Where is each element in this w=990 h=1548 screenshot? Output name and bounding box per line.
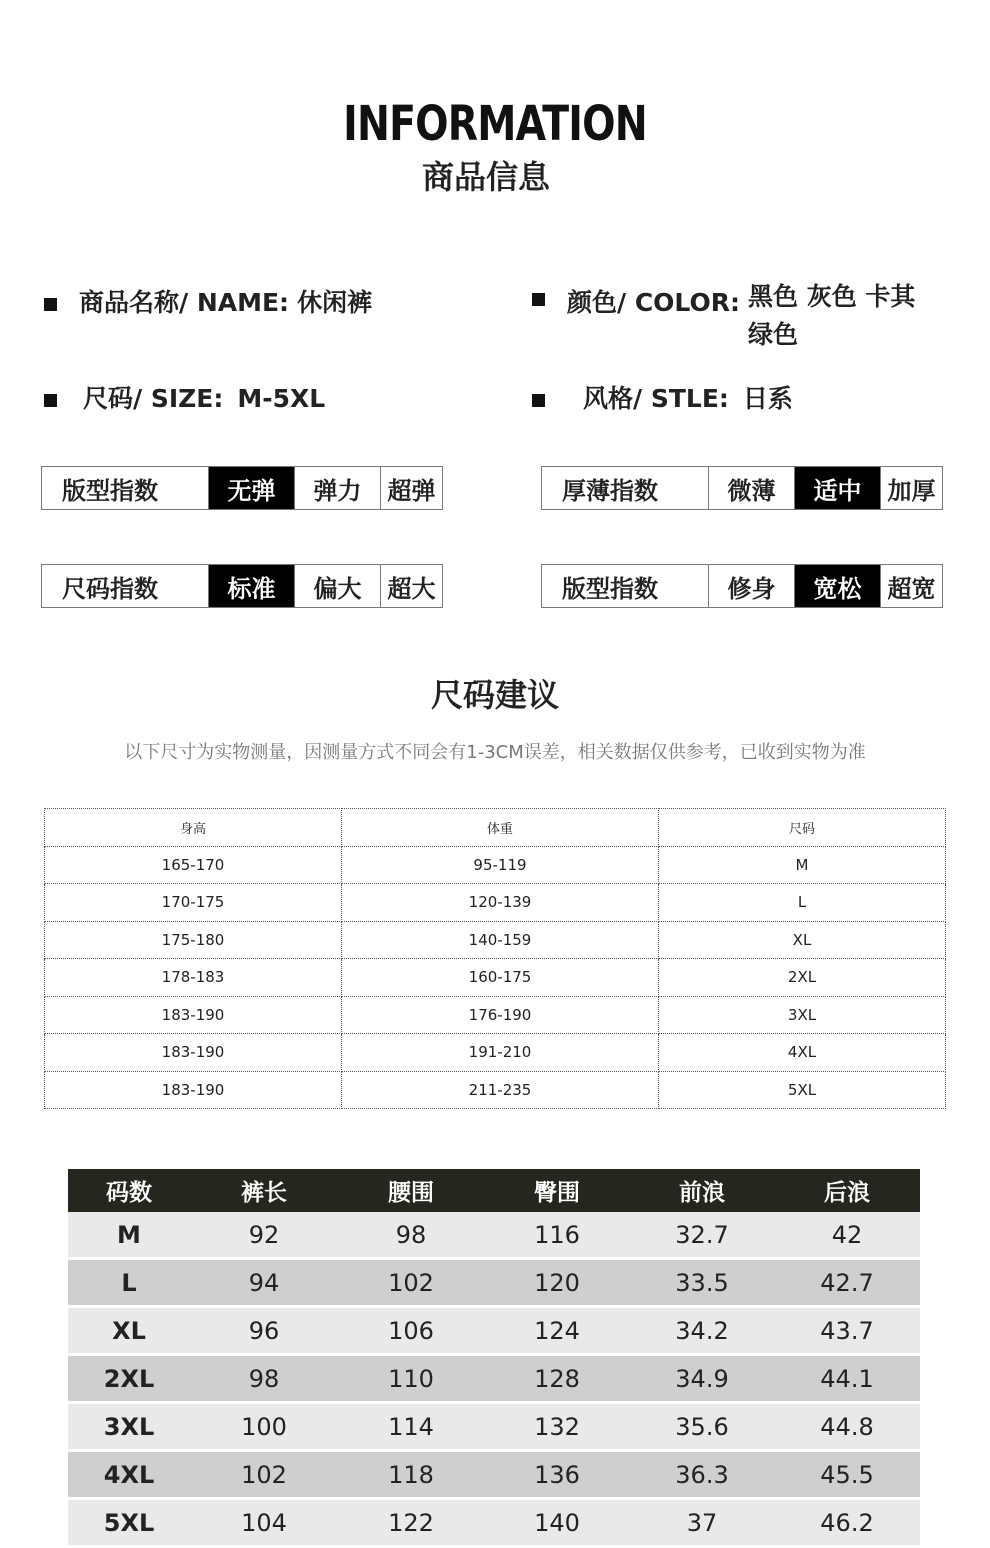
table-cell: 4XL bbox=[68, 1452, 190, 1500]
index-option: 偏大 bbox=[294, 565, 380, 607]
table-cell: 140-159 bbox=[342, 921, 659, 959]
table-cell: 3XL bbox=[659, 996, 946, 1034]
table-cell: 45.5 bbox=[774, 1452, 920, 1500]
table-header-row bbox=[45, 809, 946, 847]
table-header-cell: 体重 bbox=[342, 809, 659, 847]
table-cell: 4XL bbox=[659, 1034, 946, 1072]
info-name bbox=[44, 283, 372, 319]
index-label: 版型指数 bbox=[562, 574, 658, 603]
index-stretch bbox=[41, 466, 443, 510]
index-option: 弹力 bbox=[294, 467, 380, 509]
table-row bbox=[45, 959, 946, 997]
square-bullet-icon bbox=[44, 394, 57, 407]
table-cell: 33.5 bbox=[630, 1260, 774, 1308]
index-option: 宽松 bbox=[794, 565, 880, 607]
index-option: 修身 bbox=[708, 565, 794, 607]
table-row bbox=[68, 1212, 920, 1260]
index-label: 厚薄指数 bbox=[562, 476, 658, 505]
table-cell: 34.9 bbox=[630, 1356, 774, 1404]
index-option: 标准 bbox=[208, 565, 294, 607]
table-cell: 118 bbox=[338, 1452, 484, 1500]
recommend-title: 尺码建议 bbox=[430, 676, 559, 714]
table-row bbox=[45, 846, 946, 884]
table-header-cell: 前浪 bbox=[630, 1169, 774, 1212]
table-cell: L bbox=[659, 884, 946, 922]
table-cell: 46.2 bbox=[774, 1500, 920, 1548]
table-cell: 96 bbox=[190, 1308, 338, 1356]
table-cell: 37 bbox=[630, 1500, 774, 1548]
info-style-value: 日系 bbox=[742, 384, 793, 413]
table-header-cell: 臀围 bbox=[484, 1169, 630, 1212]
table-cell: 98 bbox=[338, 1212, 484, 1260]
table-cell: 34.2 bbox=[630, 1308, 774, 1356]
table-cell: 102 bbox=[190, 1452, 338, 1500]
index-sizing bbox=[41, 564, 443, 608]
table-cell: 44.1 bbox=[774, 1356, 920, 1404]
table-cell: 43.7 bbox=[774, 1308, 920, 1356]
index-thickness bbox=[541, 466, 943, 510]
index-option: 无弹 bbox=[208, 467, 294, 509]
table-row bbox=[45, 996, 946, 1034]
table-cell: 42 bbox=[774, 1212, 920, 1260]
info-color-label: 颜色/ COLOR: bbox=[567, 288, 740, 317]
table-header-cell: 尺码 bbox=[659, 809, 946, 847]
table-cell: 170-175 bbox=[45, 884, 342, 922]
recommend-note: 以下尺寸为实物测量，因测量方式不同会有1-3CM误差，相关数据仅供参考，已收到实物为准 bbox=[124, 742, 866, 763]
table-cell: 122 bbox=[338, 1500, 484, 1548]
table-header-cell: 裤长 bbox=[190, 1169, 338, 1212]
page-title: INFORMATION bbox=[343, 96, 647, 152]
table-cell: 110 bbox=[338, 1356, 484, 1404]
table-row bbox=[68, 1500, 920, 1548]
square-bullet-icon bbox=[532, 293, 545, 306]
index-fit bbox=[541, 564, 943, 608]
table-cell: 35.6 bbox=[630, 1404, 774, 1452]
table-cell: 211-235 bbox=[342, 1071, 659, 1109]
table-row bbox=[68, 1356, 920, 1404]
table-header-cell: 码数 bbox=[68, 1169, 190, 1212]
info-name-value: 休闲裤 bbox=[297, 288, 373, 317]
table-cell: 178-183 bbox=[45, 959, 342, 997]
index-label: 版型指数 bbox=[62, 476, 158, 505]
table-row bbox=[68, 1404, 920, 1452]
table-cell: 5XL bbox=[68, 1500, 190, 1548]
table-cell: 36.3 bbox=[630, 1452, 774, 1500]
table-cell: 165-170 bbox=[45, 846, 342, 884]
table-cell: 120 bbox=[484, 1260, 630, 1308]
index-label: 尺码指数 bbox=[62, 574, 158, 603]
table-row bbox=[45, 1071, 946, 1109]
page-subtitle: 商品信息 bbox=[421, 158, 550, 196]
info-name-label: 商品名称/ NAME: bbox=[79, 288, 290, 317]
table-header-cell: 腰围 bbox=[338, 1169, 484, 1212]
table-cell: XL bbox=[659, 921, 946, 959]
table-cell: 183-190 bbox=[45, 996, 342, 1034]
table-cell: 3XL bbox=[68, 1404, 190, 1452]
table-cell: 100 bbox=[190, 1404, 338, 1452]
table-cell: M bbox=[659, 846, 946, 884]
table-cell: 98 bbox=[190, 1356, 338, 1404]
table-cell: 191-210 bbox=[342, 1034, 659, 1072]
table-row bbox=[68, 1260, 920, 1308]
table-cell: 104 bbox=[190, 1500, 338, 1548]
info-size-value: M-5XL bbox=[237, 384, 326, 413]
size-table bbox=[68, 1169, 920, 1548]
info-style bbox=[532, 379, 793, 415]
table-cell: 176-190 bbox=[342, 996, 659, 1034]
index-option: 超宽 bbox=[880, 565, 942, 607]
info-size-label: 尺码/ SIZE: bbox=[83, 384, 224, 413]
table-cell: 2XL bbox=[68, 1356, 190, 1404]
info-color bbox=[532, 283, 928, 354]
square-bullet-icon bbox=[44, 298, 57, 311]
recommend-table bbox=[44, 808, 946, 1109]
table-cell: 116 bbox=[484, 1212, 630, 1260]
index-option: 超弹 bbox=[380, 467, 442, 509]
info-size bbox=[44, 379, 325, 415]
table-header-row bbox=[68, 1169, 920, 1212]
table-cell: 160-175 bbox=[342, 959, 659, 997]
table-row bbox=[45, 1034, 946, 1072]
table-cell: 114 bbox=[338, 1404, 484, 1452]
table-row bbox=[68, 1452, 920, 1500]
table-row bbox=[45, 884, 946, 922]
table-cell: 183-190 bbox=[45, 1071, 342, 1109]
table-cell: 132 bbox=[484, 1404, 630, 1452]
table-cell: 120-139 bbox=[342, 884, 659, 922]
table-cell: 32.7 bbox=[630, 1212, 774, 1260]
table-row bbox=[45, 921, 946, 959]
table-cell: 92 bbox=[190, 1212, 338, 1260]
table-cell: 183-190 bbox=[45, 1034, 342, 1072]
table-cell: 42.7 bbox=[774, 1260, 920, 1308]
info-style-label: 风格/ STLE: bbox=[583, 384, 729, 413]
square-bullet-icon bbox=[532, 394, 545, 407]
table-cell: 175-180 bbox=[45, 921, 342, 959]
index-option: 适中 bbox=[794, 467, 880, 509]
table-cell: 106 bbox=[338, 1308, 484, 1356]
index-option: 加厚 bbox=[880, 467, 942, 509]
table-row bbox=[68, 1308, 920, 1356]
table-cell: 128 bbox=[484, 1356, 630, 1404]
table-cell: 94 bbox=[190, 1260, 338, 1308]
table-cell: 140 bbox=[484, 1500, 630, 1548]
table-cell: 102 bbox=[338, 1260, 484, 1308]
table-cell: 5XL bbox=[659, 1071, 946, 1109]
table-cell: XL bbox=[68, 1308, 190, 1356]
table-cell: 95-119 bbox=[342, 846, 659, 884]
table-cell: M bbox=[68, 1212, 190, 1260]
table-header-cell: 后浪 bbox=[774, 1169, 920, 1212]
table-cell: L bbox=[68, 1260, 190, 1308]
table-cell: 2XL bbox=[659, 959, 946, 997]
table-cell: 136 bbox=[484, 1452, 630, 1500]
table-cell: 44.8 bbox=[774, 1404, 920, 1452]
info-color-value: 黑色 灰色 卡其 绿色 bbox=[747, 282, 916, 349]
table-cell: 124 bbox=[484, 1308, 630, 1356]
index-option: 微薄 bbox=[708, 467, 794, 509]
index-option: 超大 bbox=[380, 565, 442, 607]
table-header-cell: 身高 bbox=[45, 809, 342, 847]
